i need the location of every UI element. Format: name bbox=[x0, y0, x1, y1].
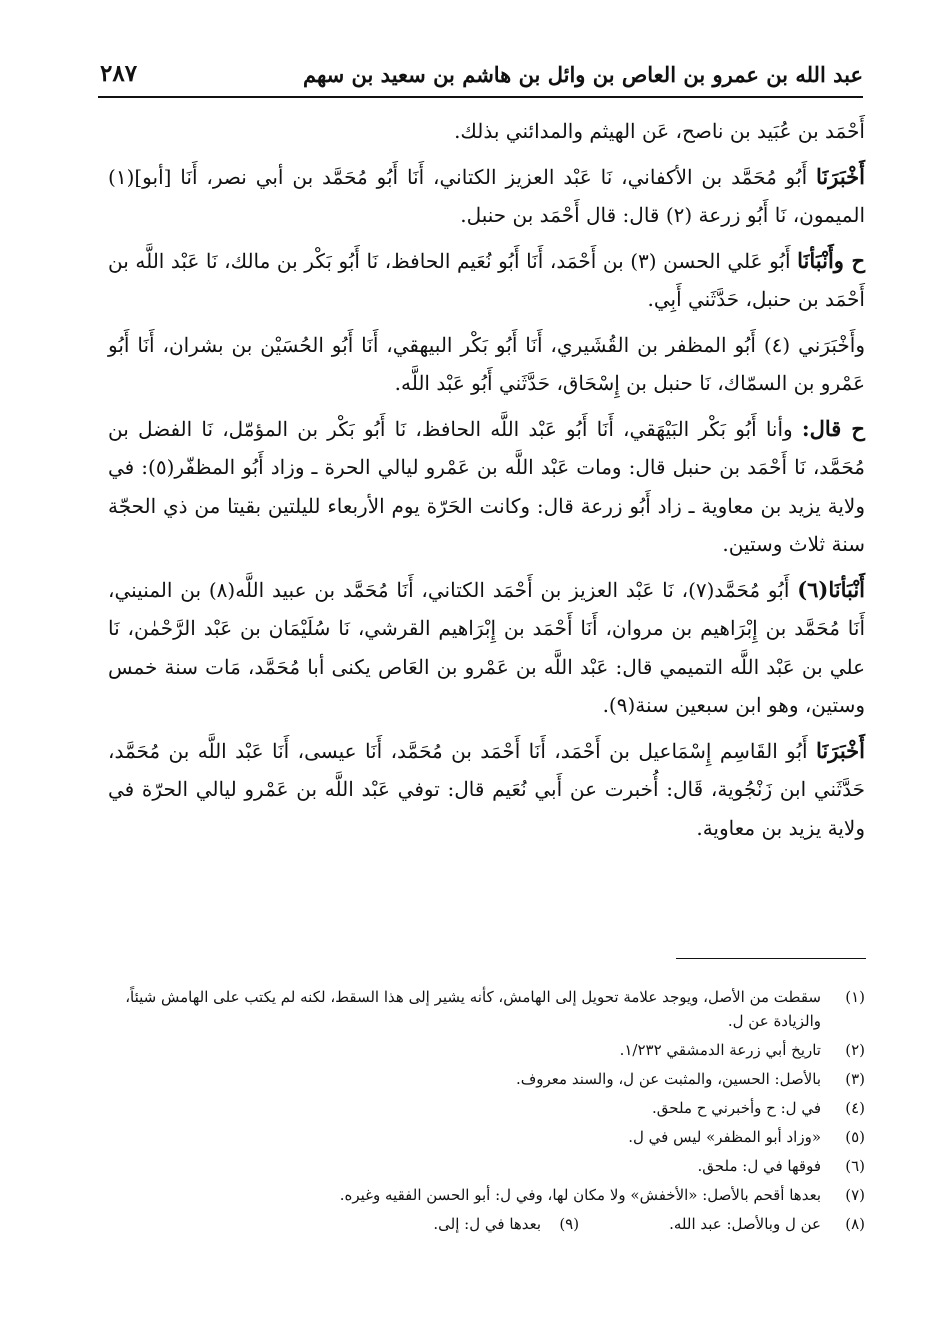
running-header bbox=[98, 56, 863, 98]
footnote bbox=[108, 985, 865, 1033]
footnote bbox=[669, 1212, 865, 1236]
footnote-number: (٧) bbox=[845, 1186, 865, 1204]
paragraph bbox=[108, 571, 865, 725]
paragraph bbox=[108, 410, 865, 564]
paragraph bbox=[108, 326, 865, 403]
footnote bbox=[108, 1038, 865, 1062]
footnote bbox=[108, 1125, 865, 1149]
paragraph-text: أَبُو مُحَمَّد(٧)، نَا عَبْد العزيز بن أَحْمَد الكتاني، أَنَا مُحَمَّد بن عبيد اللَّه(٨) بن المنيني، أَنَا مُحَمَّد بن إِبْرَاهيم بن مروان، أَنَا أَحْمَد بن إِبْرَاهيم القرشي، نَا سُلَيْمَان بن عَبْد الرَّحْمٰن، نَا علي بن عَبْد اللَّه التميمي قال: عَبْد اللَّه بن عَمْرو بن العَاص يكنى أبا مُحَمَّد، مَات سنة خمس وستين، وهو ابن سبعين سنة(٩). bbox=[108, 577, 865, 717]
footnote-text: سقطت من الأصل، ويوجد علامة تحويل إلى الهامش، كأنه يشير إلى هذا السقط، لكنه لم يكتب على الهامش شيئاً، والزيادة عن ل. bbox=[125, 988, 821, 1030]
footnote bbox=[108, 1154, 865, 1178]
page-number: ٢٨٧ bbox=[100, 60, 138, 87]
footnote-number: (٢) bbox=[845, 1041, 865, 1059]
footnote-number: (٨) bbox=[845, 1215, 865, 1233]
footnote-text: بالأصل: الحسين، والمثبت عن ل، والسند معروف. bbox=[515, 1070, 821, 1088]
footnote-number: (٩) bbox=[559, 1215, 580, 1233]
paragraph-lead: ح وأَنْبَأنَا bbox=[797, 247, 865, 273]
footnote-text: تاريخ أبي زرعة الدمشقي ١/٢٣٢. bbox=[619, 1041, 821, 1059]
paragraph-text: أَبُو القَاسِم إِسْمَاعيل بن أَحْمَد، أَنَا أَحْمَد بن مُحَمَّد، أَنَا عيسى، أَنَا عَبْد اللَّه بن مُحَمَّد، حَدَّثَني ابن زَنْجُوية، قَال: أُخبرت عن أَبي نُعَيم قال: توفي عَبْد اللَّه بن عَمْرو ليالي الحرّة في ولاية يزيد بن معاوية. bbox=[108, 738, 865, 840]
footnote-text: بعدها أقحم بالأصل: «الأخفش» ولا مكان لها، وفي ل: أبو الحسن الفقيه وغيره. bbox=[339, 1186, 821, 1204]
footnote-number: (٤) bbox=[845, 1099, 865, 1117]
footnote-number: (٦) bbox=[845, 1157, 865, 1175]
footnote bbox=[108, 1067, 865, 1091]
running-title: عبد الله بن عمرو بن العاص بن وائل بن هاشم بن سعيد بن سهم bbox=[302, 62, 863, 87]
paragraph-lead: أَخْبَرَنَا bbox=[816, 163, 865, 189]
paragraph bbox=[108, 112, 865, 151]
paragraph bbox=[108, 242, 865, 319]
paragraph bbox=[108, 158, 865, 235]
main-text bbox=[108, 112, 865, 854]
footnote-row bbox=[108, 1212, 865, 1241]
footnote-number: (٣) bbox=[845, 1070, 865, 1088]
footnote bbox=[108, 1096, 865, 1120]
footnote-text: في ل: ح وأخبرني ح ملحق. bbox=[652, 1099, 821, 1117]
footnote-text: عن ل وبالأصل: عبد الله. bbox=[669, 1215, 821, 1233]
footnote-text: بعدها في ل: إلى. bbox=[433, 1215, 542, 1233]
paragraph-text: وأَخْبَرَني (٤) أَبُو المظفر بن القُشَيري، أَنَا أَبُو بَكْر البيهقي، أَنَا أَبُو الحُسَيْن بن بشران، أَنَا أَبُو عَمْرو بن السمّاك، نَا حنبل بن إِسْحَاق، حَدَّثَني أَبُو عَبْد اللَّه. bbox=[108, 332, 865, 395]
paragraph-text: أَحْمَد بن عُبَيد بن ناصح، عَن الهيثم والمدائني بذلك. bbox=[454, 119, 865, 143]
paragraph-text: أَبُو مُحَمَّد بن الأكفاني، نَا عَبْد العزيز الكتاني، أَنَا أَبُو مُحَمَّد بن أبي نصر، أَنَا [أبو](١) الميمون، نَا أَبُو زرعة (٢) قال: قال أَحْمَد بن حنبل. bbox=[108, 164, 865, 227]
footnote-number: (١) bbox=[845, 988, 865, 1006]
paragraph-text: أَبُو عَلي الحسن (٣) بن أَحْمَد، أَنَا أَبُو نُعَيم الحافظ، نَا أَبُو بَكْر بن مالك، نَا عَبْد اللَّه بن أَحْمَد بن حنبل، حَدَّثَني أَبِي. bbox=[108, 248, 865, 311]
paragraph-lead: ح قال: bbox=[801, 415, 865, 441]
footnote-divider bbox=[676, 958, 866, 959]
footnote-number: (٥) bbox=[845, 1128, 865, 1146]
paragraph-text: وأنا أَبُو بَكْر البَيْهَقي، أَنَا أَبُو عَبْد اللَّه الحافظ، نَا أَبُو بَكْر بن المؤمّل، نَا الفضل بن مُحَمَّد، نَا أَحْمَد بن حنبل قال: ومات عَبْد اللَّه بن عَمْرو ليالي الحرة ـ وزاد أَبُو المظفّر(٥): في ولاية يزيد بن معاوية ـ زاد أَبُو زرعة قال: وكانت الحَرّة يوم الأربعاء لليلتين بقيتا من ذي الحجّة سنة ثلاث وستين. bbox=[108, 416, 865, 556]
footnote-text: «وزاد أبو المظفر» ليس في ل. bbox=[628, 1128, 821, 1146]
footnote bbox=[433, 1212, 579, 1236]
footnote bbox=[108, 1183, 865, 1207]
footnotes bbox=[108, 985, 865, 1241]
paragraph-lead: أَنْبَأنَا(٦) bbox=[797, 576, 865, 602]
paragraph-lead: أَخْبَرَنَا bbox=[816, 737, 865, 763]
paragraph bbox=[108, 732, 865, 848]
footnote-text: فوقها في ل: ملحق. bbox=[697, 1157, 821, 1175]
